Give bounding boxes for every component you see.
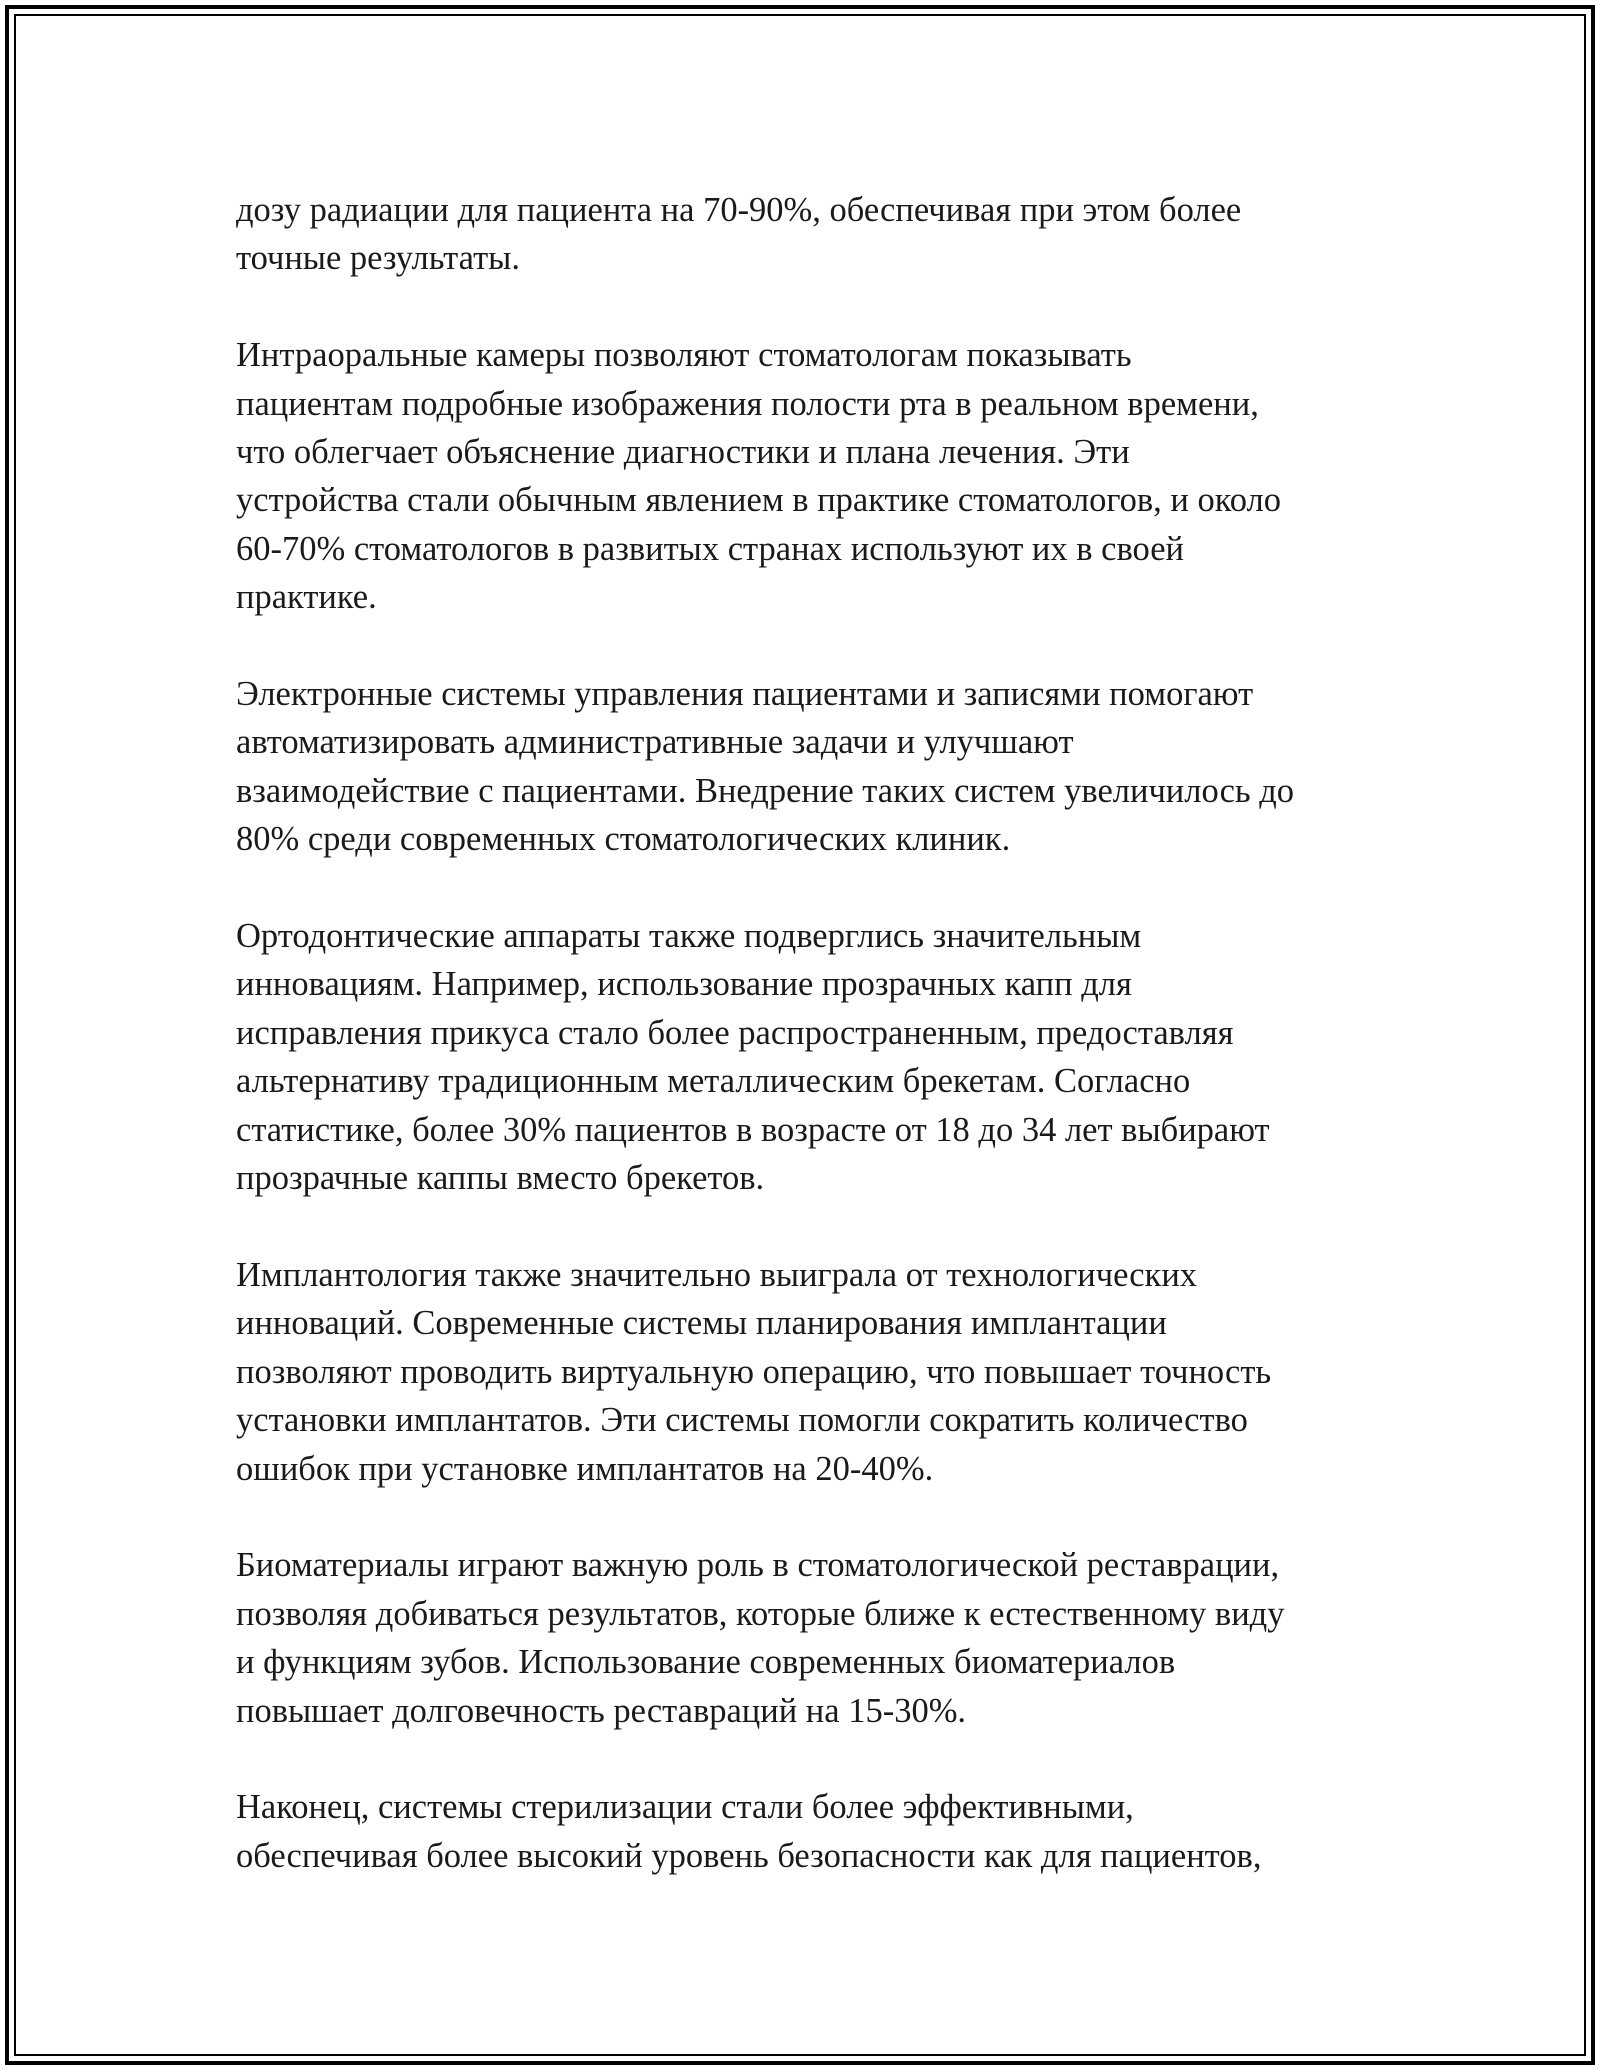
paragraph-implantology: Имплантология также значительно выиграла от технологических инноваций. Современные системы планирования имплантации позволяют проводить виртуальную операцию, что повышает точность установки имплантатов. Эти системы помогли сократить количество ошибок при установке имплантатов на 20-40%. bbox=[236, 1255, 1272, 1488]
paragraph-radiation-dose: дозу радиации для пациента на 70-90%, обеспечивая при этом более точные результаты. bbox=[236, 191, 1242, 278]
document-body bbox=[236, 186, 1396, 1880]
paragraph-intraoral-cameras: Интраоральные камеры позволяют стоматологам показывать пациентам подробные изображения полости рта в реальном времени, что облегчает объяснение диагностики и плана лечения. Эти устройства стали обычным явлением в практике стоматологов, и около 60-70% стоматологов в развитых странах используют их в своей практике. bbox=[236, 336, 1282, 617]
paragraph-orthodontics: Ортодонтические аппараты также подверглись значительным инновациям. Например, использование прозрачных капп для исправления прикуса стало более распространенным, предоставляя альтернативу традиционным металлическим брекетам. Согласно статистике, более 30% пациентов в возрасте от 18 до 34 лет выбирают прозрачные каппы вместо брекетов. bbox=[236, 917, 1270, 1198]
paragraph-biomaterials: Биоматериалы играют важную роль в стоматологической реставрации, позволяя добиваться результатов, которые ближе к естественному виду и функциям зубов. Использование современных биоматериалов повышает долговечность реставраций на 15-30%. bbox=[236, 1546, 1285, 1730]
paragraph-sterilization: Наконец, системы стерилизации стали более эффективными, обеспечивая более высокий уровень безопасности как для пациентов, bbox=[236, 1788, 1262, 1875]
paragraph-electronic-records: Электронные системы управления пациентами и записями помогают автоматизировать административные задачи и улучшают взаимодействие с пациентами. Внедрение таких систем увеличилось до 80% среди современных стоматологических клиник. bbox=[236, 675, 1295, 859]
